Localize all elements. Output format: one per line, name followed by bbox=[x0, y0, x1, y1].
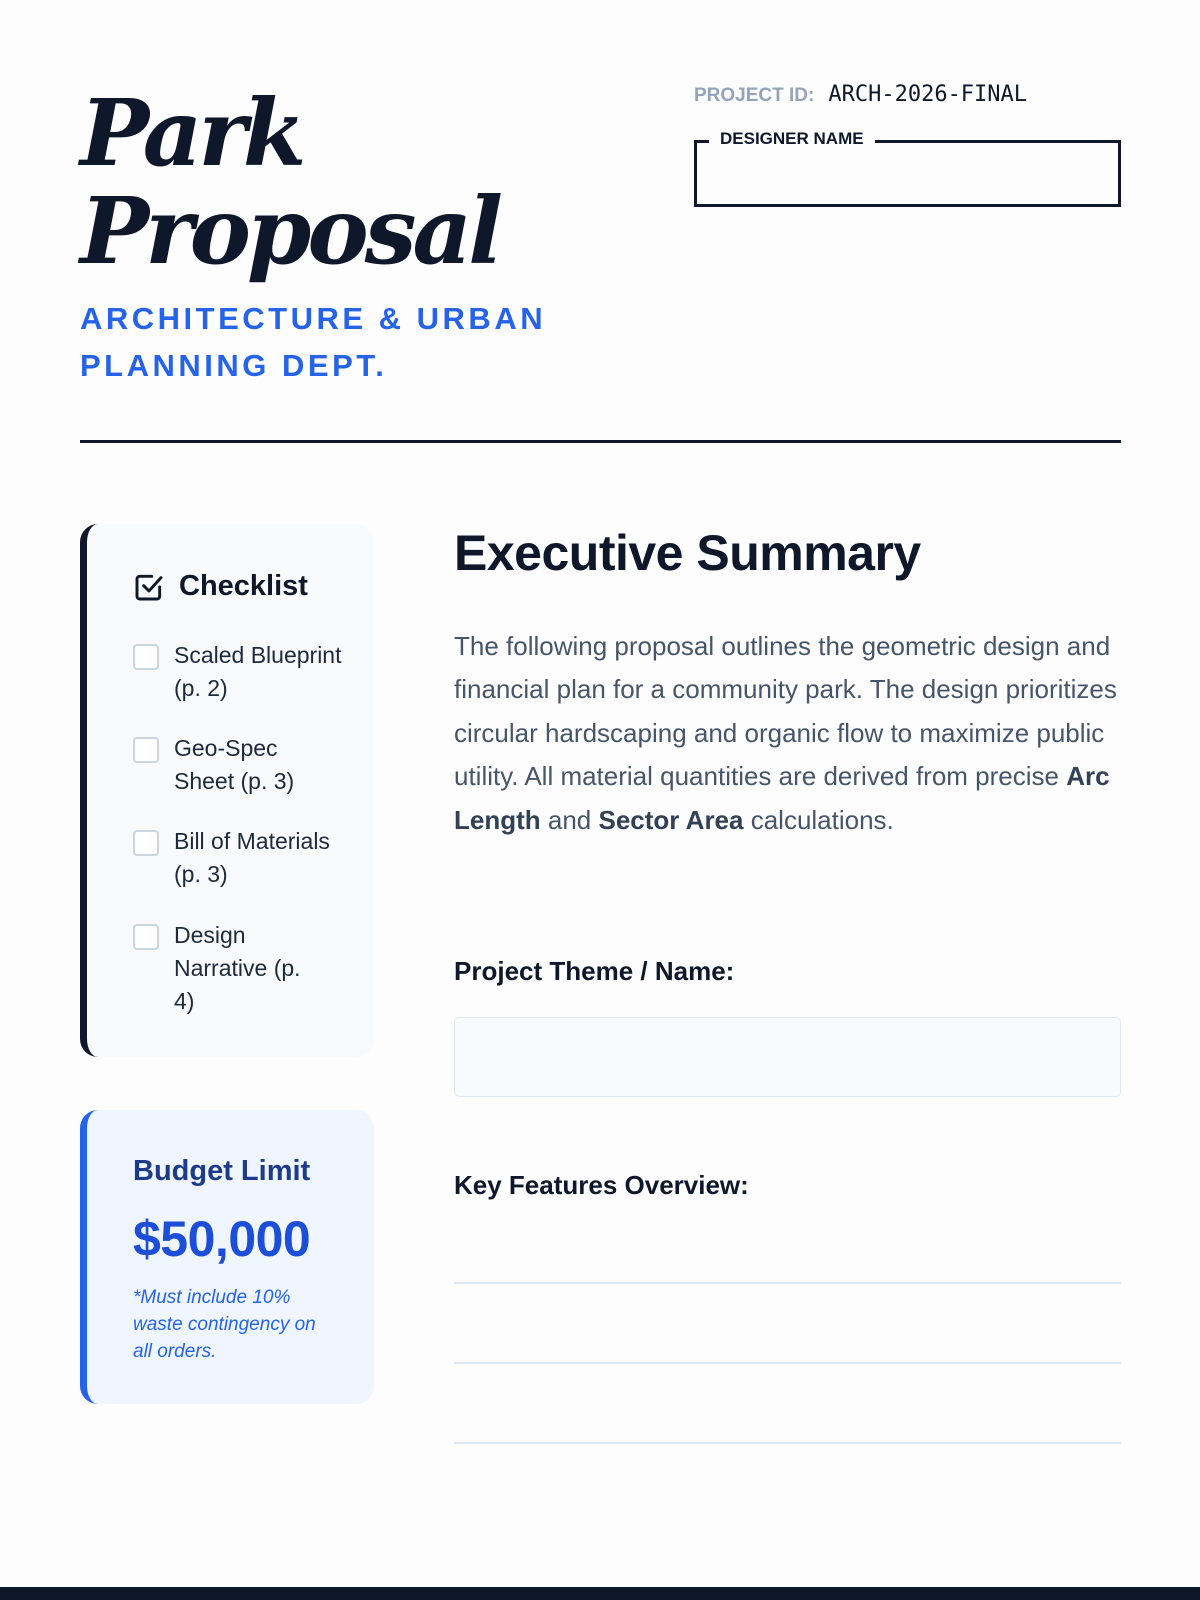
checklist-item-label: Geo-Spec Sheet (p. 3) bbox=[174, 735, 295, 794]
checklist-item-label: Bill of Materials (p. 3) bbox=[174, 828, 330, 887]
key-features-line-3[interactable] bbox=[454, 1442, 1121, 1444]
project-id-row bbox=[694, 82, 1027, 107]
budget-note: *Must include 10% waste contingency on all orders. bbox=[133, 1287, 316, 1362]
page-title bbox=[80, 79, 500, 285]
checklist-title: Checklist bbox=[179, 570, 308, 602]
project-id-label: PROJECT ID: bbox=[694, 85, 815, 106]
key-features-line-2[interactable] bbox=[454, 1362, 1121, 1364]
designer-name-label: DESIGNER NAME bbox=[709, 129, 875, 149]
key-features-line-1[interactable] bbox=[454, 1282, 1121, 1284]
title-line-2: Proposal bbox=[80, 177, 500, 285]
summary-text-part: and bbox=[540, 804, 599, 835]
summary-text-part: calculations. bbox=[743, 804, 894, 835]
key-features-label: Key Features Overview: bbox=[454, 1170, 749, 1200]
summary-bold-sector-area: Sector Area bbox=[598, 804, 744, 835]
checklist-item-blueprint[interactable] bbox=[133, 639, 344, 705]
executive-summary-title: Executive Summary bbox=[454, 525, 921, 581]
department-subtitle: ARCHITECTURE & URBAN PLANNING DEPT. bbox=[80, 301, 547, 383]
checkbox[interactable] bbox=[133, 644, 159, 670]
header-divider bbox=[80, 440, 1121, 443]
checkbox-checked-icon bbox=[133, 571, 165, 603]
checklist-item-geo-spec[interactable] bbox=[133, 732, 344, 798]
executive-summary-text bbox=[454, 625, 1122, 842]
budget-card bbox=[80, 1110, 374, 1404]
checklist-item-design-narrative[interactable] bbox=[133, 919, 324, 1018]
checklist-item-label: Design Narrative (p. 4) bbox=[174, 922, 301, 1014]
summary-bold-arc-length: Arc Length bbox=[454, 761, 1110, 835]
project-id-value: ARCH-2026-FINAL bbox=[828, 82, 1028, 107]
designer-name-field[interactable] bbox=[694, 129, 1121, 207]
checklist-item-bill-of-materials[interactable] bbox=[133, 825, 344, 891]
budget-title: Budget Limit bbox=[133, 1155, 311, 1187]
title-line-1: Park bbox=[80, 79, 303, 187]
checkbox[interactable] bbox=[133, 830, 159, 856]
checklist-header bbox=[133, 570, 308, 603]
project-theme-input[interactable] bbox=[454, 1017, 1121, 1097]
budget-value: $50,000 bbox=[133, 1211, 311, 1267]
footer-bar bbox=[0, 1587, 1200, 1600]
checkbox[interactable] bbox=[133, 737, 159, 763]
checkbox[interactable] bbox=[133, 924, 159, 950]
checklist-item-label: Scaled Blueprint (p. 2) bbox=[174, 642, 342, 701]
checklist-card bbox=[80, 524, 374, 1057]
project-theme-label: Project Theme / Name: bbox=[454, 956, 735, 986]
summary-text-part: The following proposal outlines the geometric design and financial plan for a community park. The design prioritizes circular hardscaping and organic flow to maximize public utility. All material quantities are derived from precise bbox=[454, 631, 1117, 792]
